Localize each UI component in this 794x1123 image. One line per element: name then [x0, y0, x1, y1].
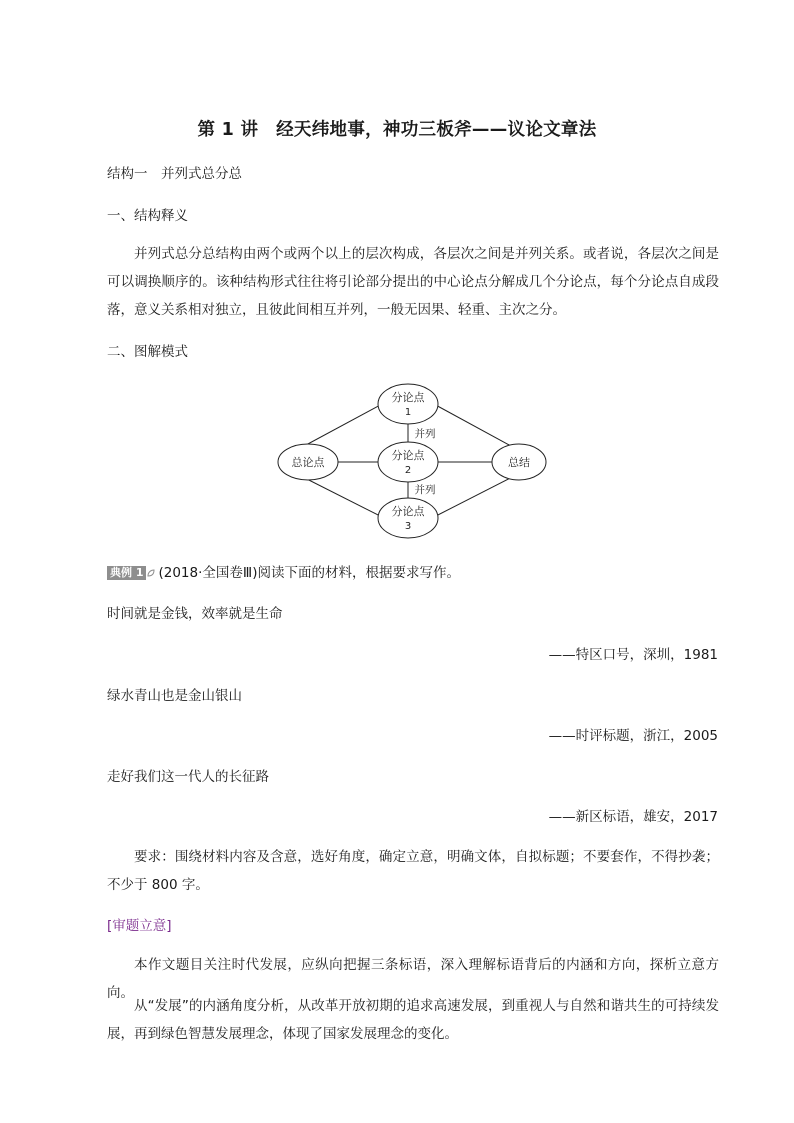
requirement-paragraph: 要求：围绕材料内容及含意，选好角度，确定立意，明确文体，自拟标题；不要套作，不得抄袭；不少于 800 字。 [107, 849, 719, 893]
sub-point-1-node [378, 384, 438, 424]
sub-point-2-node [378, 442, 438, 482]
leaf-icon [147, 569, 155, 577]
page-title: 第 1 讲 经天纬地事，神功三板斧——议论文章法 [197, 120, 597, 140]
example-intro: (2018·全国卷Ⅲ)阅读下面的材料，根据要求写作。 [158, 565, 460, 581]
analysis-paragraph-2: 从“发展”的内涵角度分析，从改革开放初期的追求高速发展，到重视人与自然和谐共生的可持续发展，再到绿色智慧发展理念，体现了国家发展理念的变化。 [107, 998, 719, 1042]
material-1-source: ——特区口号，深圳，1981 [548, 647, 718, 663]
sub-point-2-number: 2 [404, 465, 412, 476]
material-2-source: ——时评标题，浙江，2005 [548, 728, 718, 744]
sub-point-2-label: 分论点 [391, 449, 425, 462]
sub-point-3-label: 分论点 [391, 505, 425, 518]
conclusion-label: 总结 [508, 456, 530, 469]
material-1-text: 时间就是金钱，效率就是生命 [107, 606, 283, 622]
parallel-label-1: 并列 [414, 428, 436, 440]
main-point-label: 总论点 [291, 456, 325, 469]
sub-point-3-number: 3 [404, 521, 412, 532]
example-tag: 典例 1 [107, 566, 146, 580]
example-intro-line [107, 563, 460, 583]
analysis-paragraph-1: 本作文题目关注时代发展，应纵向把握三条标语，深入理解标语背后的内涵和方向，探析立意方向。 [107, 957, 719, 1001]
sub-point-1-label: 分论点 [391, 391, 425, 404]
section1-paragraph: 并列式总分总结构由两个或两个以上的层次构成，各层次之间是并列关系。或者说，各层次之间是可以调换顺序的。该种结构形式往往将引论部分提出的中心论点分解成几个分论点，每个分论点自成段落，意义关系相对独立，且彼此间相互并列，一般无因果、轻重、主次之分。 [107, 246, 719, 318]
analysis-heading: [审题立意] [107, 918, 172, 934]
structure-heading: 结构一 并列式总分总 [107, 166, 242, 182]
sub-point-1-number: 1 [404, 407, 412, 418]
structure-diagram [270, 380, 555, 545]
sub-point-3-node [378, 498, 438, 538]
material-2-text: 绿水青山也是金山银山 [107, 688, 242, 704]
material-3-text: 走好我们这一代人的长征路 [107, 769, 269, 785]
section2-heading: 二、图解模式 [107, 344, 188, 360]
material-3-source: ——新区标语，雄安，2017 [548, 809, 718, 825]
parallel-label-2: 并列 [414, 484, 436, 496]
link-sub1-conclusion [432, 403, 522, 452]
section1-heading: 一、结构释义 [107, 208, 188, 224]
